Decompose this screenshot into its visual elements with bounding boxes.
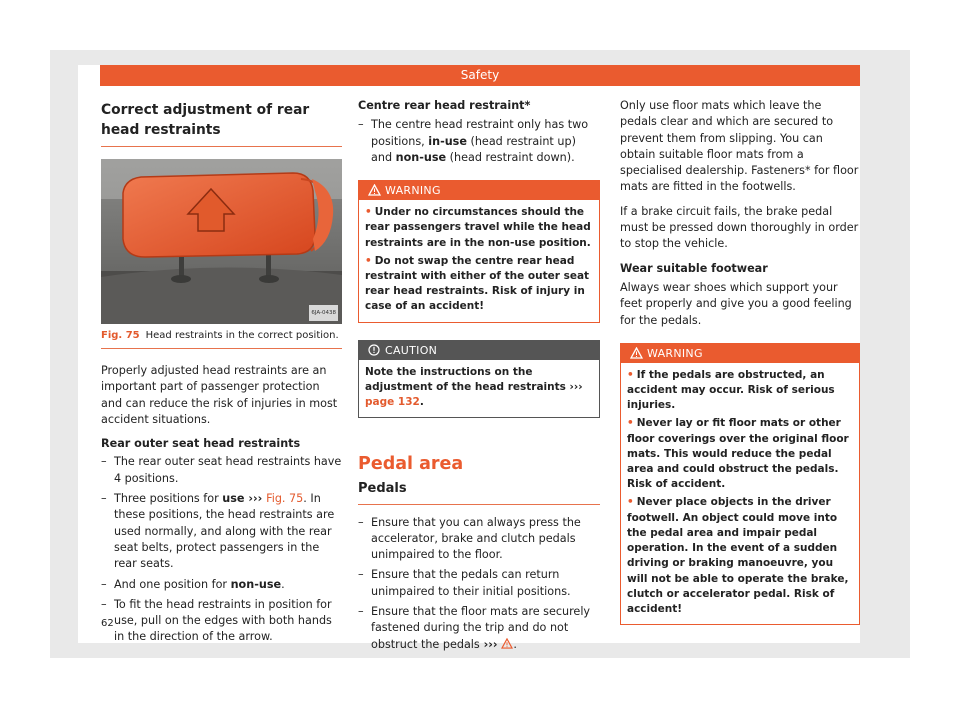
list-item: – Ensure that the floor mats are securely fastened during the trip and do not obstruct the pedals ››› . [358, 604, 600, 653]
head-restraint-illustration [101, 159, 342, 324]
warning-header: WARNING [359, 181, 599, 200]
figure-head-restraint [101, 159, 342, 324]
warning-body [359, 200, 599, 321]
subheading-centre: Centre rear head restraint* [358, 99, 531, 112]
list-item: – To fit the head restraints in position for use, pull on the edges with both hands in the direction of the arrow. [101, 597, 342, 646]
figure-caption [101, 329, 342, 349]
figure-number: Fig. 75 [101, 330, 140, 341]
warning-triangle-icon [630, 347, 643, 359]
list-item: – The rear outer seat head restraints have 4 positions. [101, 454, 342, 487]
section-heading: Correct adjustment of rear head restraints [101, 100, 342, 147]
subheading-footwear: Wear suitable footwear [620, 261, 768, 275]
warning-item: • Do not swap the centre rear head restraint with either of the outer seat rear head restraints. Risk of injury in case of an accident! [365, 254, 590, 313]
caution-box [358, 340, 600, 419]
warning-body [621, 363, 859, 624]
figure-link[interactable]: Fig. 75 [266, 492, 304, 506]
list-item: – The centre head restraint only has two positions, in-use (head restraint up) and non-use (head restraint down). [358, 117, 600, 166]
intro-paragraph: Properly adjusted head restraints are an important part of passenger protection and can reduce the risk of injuries in most accident situations. [101, 364, 338, 426]
subheading-outer: Rear outer seat head restraints [101, 437, 301, 451]
page-number: 62 [101, 618, 114, 629]
list-item: – And one position for non-use. [101, 577, 342, 593]
warning-header: WARNING [621, 344, 859, 363]
warning-triangle-icon [368, 184, 381, 196]
caution-header: CAUTION [359, 341, 599, 360]
warning-item: • Under no circumstances should the rear passengers travel while the head restraints are in the non-use position. [365, 206, 591, 249]
list-item: – Three positions for use ››› Fig. 75. In these positions, the head restraints are used normally, and along with the rear seat belts, protect passengers in the rear seats. [101, 491, 342, 572]
warning-item: • Never lay or fit floor mats or other floor coverings over the original floor mats. This would reduce the pedal area and could obstruct the pedals. Risk of accident. [627, 417, 849, 491]
page-link[interactable]: page 132 [365, 396, 420, 409]
figure-id: 6JA-0438 [309, 305, 338, 321]
warning-item: • Never place objects in the driver footwell. An object could move into the pedal area and impair pedal operation. In the event of a sudden driving or braking manoeuvre, you will not be able to operate the brake, clutch or accelerator pedal. Risk of accident! [627, 496, 849, 615]
column-1 [101, 98, 342, 646]
caution-body: Note the instructions on the adjustment of the head restraints ››› page 132. [365, 365, 583, 409]
warning-box [358, 180, 600, 322]
section-title-pedal-area: Pedal area [358, 454, 464, 475]
warning-item: • If the pedals are obstructed, an accident may occur. Risk of serious injuries. [627, 368, 835, 412]
header-bar: Safety [100, 65, 860, 86]
list-item: – Ensure that you can always press the accelerator, brake and clutch pedals unimpaired to the floor. [358, 515, 600, 564]
section-sub-pedals: Pedals [358, 481, 600, 504]
column-3 [620, 98, 860, 625]
warning-ref-icon[interactable] [501, 638, 513, 649]
paragraph-floor-mats: Only use floor mats which leave the pedals clear and which are secured to prevent them from slipping. You can obtain suitable floor mats from a specialised dealership. Fasteners* for floor mats are fitted in the footwells. [620, 99, 859, 194]
paragraph-brake: If a brake circuit fails, the brake pedal must be pressed down thoroughly in order to stop the vehicle. [620, 204, 859, 251]
list-item: – Ensure that the pedals can return unimpaired to their initial positions. [358, 567, 600, 600]
paragraph-footwear: Always wear shoes which support your feet properly and give you a good feeling for the pedals. [620, 280, 852, 327]
column-2 [358, 98, 600, 653]
caution-info-icon [368, 344, 380, 356]
figure-caption-text: Head restraints in the correct position. [145, 330, 339, 341]
warning-box [620, 343, 860, 625]
